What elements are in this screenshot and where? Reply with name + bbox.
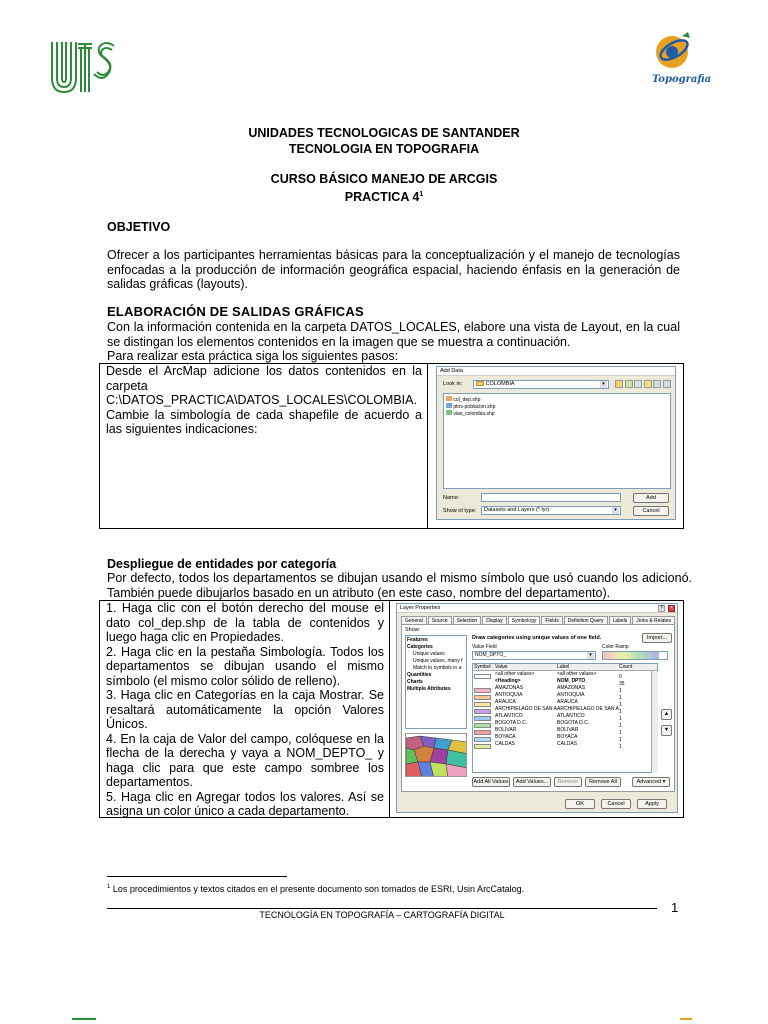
title-line2: TECNOLOGIA EN TOPOGRAFIA — [288, 142, 480, 156]
despliegue-heading: Despliegue de entidades por categoría — [107, 557, 337, 571]
name-input[interactable] — [481, 493, 621, 502]
show-tree[interactable] — [405, 635, 467, 729]
add-data-dialog — [436, 366, 676, 520]
steps-list — [106, 601, 384, 819]
step-3: 3. Haga clic en Categorías en la caja Mostrar. Se resaltará automáticamente la opción Valores Únicos. — [106, 688, 384, 731]
connect-icon[interactable] — [634, 380, 642, 388]
add-button[interactable]: Add — [633, 493, 669, 503]
tree-features[interactable]: Features — [407, 637, 428, 643]
name-label: Name: — [443, 495, 460, 501]
elaboracion-heading: ELABORACIÓN DE SALIDAS GRÁFICAS — [107, 304, 364, 319]
tab-fields[interactable]: Fields — [541, 616, 562, 624]
chevron-down-icon: ▾ — [587, 652, 594, 659]
details-view-icon[interactable] — [663, 380, 671, 388]
title-line4: PRACTICA $4^1$ — [344, 190, 424, 205]
step-5: 5. Haga clic en Agregar todos los valores. Así se asigna un color único a cada departamento. — [106, 789, 384, 818]
line-icon — [446, 410, 452, 415]
table-row[interactable]: ARAUCA ARAUCA 1 — [473, 699, 657, 706]
page-number: 1 — [671, 900, 679, 915]
close-icon[interactable]: × — [668, 605, 675, 612]
value-field-select[interactable]: NOM_DPTO_ ▾ — [472, 651, 596, 660]
title-line1: UNIDADES TECNOLOGICAS DE SANTANDER — [248, 126, 520, 140]
table-header: Symbol Value Label Count — [473, 664, 657, 671]
step-1: 1. Haga clic con el botón derecho del mouse el dato col_dep.shp de la tabla de contenidos y luego haga clic en Propiedades. — [106, 601, 384, 644]
step-2: 2. Haga clic en la pestaña Simbología. Todos los departamentos se dibujan usando el mismo símbolo (el mismo color sólido de relleno). — [106, 644, 384, 688]
symbol-swatch[interactable] — [474, 744, 491, 749]
remove-button[interactable]: Remove — [554, 777, 582, 787]
map-preview — [405, 733, 467, 777]
table-row[interactable]: BOGOTA D.C. BOGOTA D.C. 1 — [473, 720, 657, 727]
chevron-down-icon: ▾ — [600, 381, 607, 388]
point-icon — [446, 403, 452, 408]
topografia-logo-text: Topografia — [652, 74, 712, 85]
tab-source[interactable]: Source — [428, 616, 452, 624]
despliegue-intro: Por defecto, todos los departamentos se dibujan usando el mismo símbolo que usó cuando los adicionó. También puede dibujarlos basado en un atributo (en este caso, nombre del departamento). — [107, 571, 692, 600]
tab-symbology[interactable]: Symbology — [508, 616, 541, 624]
show-type-select[interactable]: Datasets and Layers (*.lyr) ▾ — [481, 506, 621, 515]
footnote-rule — [107, 876, 287, 877]
table-row[interactable]: ATLANTICO ATLANTICO 1 — [473, 713, 657, 720]
look-in-label: Look in: — [443, 381, 463, 387]
color-ramp-select[interactable] — [602, 651, 668, 660]
table-row[interactable]: ANTIOQUIA ANTIOQUIA 1 — [473, 692, 657, 699]
objetivo-heading: OBJETIVO — [107, 220, 171, 234]
tree-unique-values-many[interactable]: Unique values, many f — [413, 658, 463, 664]
home-icon[interactable] — [625, 380, 633, 388]
categories-table[interactable] — [472, 663, 658, 773]
table-row[interactable]: ARCHIPIELAGO DE SAN AARCHIPIELAGO DE SAN A1 — [473, 706, 657, 713]
tree-categories[interactable]: Categories — [407, 644, 433, 650]
footnote-ref: 1 — [419, 191, 424, 198]
file-item[interactable]: ptos-poblacion.shp — [446, 403, 668, 410]
ok-button[interactable]: OK — [565, 799, 595, 809]
show-label: Show: — [405, 627, 421, 633]
file-list[interactable] — [443, 393, 671, 489]
table-row[interactable]: BOLIVAR BOLIVAR 1 — [473, 727, 657, 734]
tab-general[interactable]: General — [401, 616, 427, 624]
move-down-button[interactable]: ▼ — [661, 725, 672, 736]
polygon-icon — [446, 396, 452, 401]
tab-labels[interactable]: Labels — [609, 616, 632, 624]
file-item[interactable]: vias_colombia.shp — [446, 410, 668, 417]
objetivo-text: Ofrecer a los participantes herramientas básicas para la conceptualización y el manejo de tecnologías enfocadas a la producción de información geográfica espacial, haciendo énfasis en la generación de salidas gráficas (layouts). — [107, 248, 680, 291]
elaboracion-intro: Con la información contenida en la carpeta DATOS_LOCALES, elabore una vista de Layout, en la cual se distingan los elementos contenidos en la imagen que se muestra a continuación. — [107, 320, 680, 349]
tree-match-symbols[interactable]: Match to symbols in a — [413, 665, 462, 671]
uts-logo — [48, 38, 118, 96]
look-in-select[interactable]: COLOMBIA ▾ — [473, 380, 609, 389]
up-folder-icon[interactable] — [615, 380, 623, 388]
cancel-button[interactable]: Cancel — [633, 506, 669, 516]
elaboracion-steps-intro: Para realizar esta práctica siga los siguientes pasos: — [107, 349, 399, 363]
list-view-icon[interactable] — [653, 380, 661, 388]
table-row[interactable]: <Heading> NOM_DPTO_ 35 — [495, 678, 625, 687]
add-values-button[interactable]: Add Values... — [513, 777, 551, 787]
tab-bar — [401, 616, 676, 624]
move-up-button[interactable]: ▲ — [661, 709, 672, 720]
import-button[interactable]: Import... — [642, 633, 672, 643]
chevron-down-icon: ▾ — [612, 507, 619, 514]
next-page-logo-fragment — [72, 1018, 96, 1024]
add-data-title: Add Data — [437, 367, 675, 376]
table-row[interactable]: BOYACA BOYACA 1 — [473, 734, 657, 741]
value-field-label: Value Field — [472, 644, 497, 650]
next-page-logo-fragment — [680, 1018, 692, 1024]
tab-display[interactable]: Display — [482, 616, 506, 624]
layer-properties-title: Layer Properties ? × — [397, 604, 677, 613]
toolbar-icons — [615, 380, 673, 389]
footnote: $^1$ Los procedimientos y textos citados en el presente documento son tomados de ESRI, Usin ArcCatalog. — [107, 884, 525, 894]
footer-rule — [107, 908, 657, 909]
step-4: 4. En la caja de Valor del campo, colóquese en la flecha de la derecha y vaya a NOM_DEPTO_ y haga clic para que este campo sombree los departamentos. — [106, 731, 384, 789]
tree-quantities[interactable]: Quantities — [407, 672, 432, 678]
add-all-values-button[interactable]: Add All Values — [473, 779, 509, 785]
show-type-label: Show of type: — [443, 508, 477, 514]
footer-text: TECNOLOGÍA EN TOPOGRAFÍA – CARTOGRAFÍA DIGITAL — [259, 910, 505, 920]
draw-categories-heading: Draw categories using unique values of one field. — [472, 635, 602, 641]
tree-unique-values[interactable]: Unique values — [413, 651, 445, 657]
table-row[interactable]: AMAZONAS AMAZONAS 1 — [473, 685, 657, 692]
apply-button[interactable]: Apply — [637, 799, 667, 809]
table-row[interactable]: <all other values> <all other values> 0 — [473, 671, 657, 678]
tab-selection[interactable]: Selection — [453, 616, 482, 624]
topografia-logo — [648, 30, 712, 90]
layer-properties-dialog — [396, 603, 678, 813]
help-icon[interactable]: ? — [658, 605, 665, 612]
tree-charts[interactable]: Charts — [407, 679, 423, 685]
advanced-button[interactable]: Advanced ▾ — [632, 777, 670, 787]
tree-multiple-attributes[interactable]: Multiple Attributes — [407, 686, 451, 692]
table-row[interactable]: CALDAS CALDAS 1 — [473, 741, 657, 748]
tab-joins[interactable]: Joins & Relates — [632, 616, 675, 624]
cancel-button[interactable]: Cancel — [601, 799, 631, 809]
title-line3: CURSO BÁSICO MANEJO DE ARCGIS — [270, 172, 498, 186]
table-scrollbar[interactable] — [651, 671, 658, 773]
remove-all-button[interactable]: Remove All — [585, 777, 621, 787]
tab-definition-query[interactable]: Definition Query — [564, 616, 608, 624]
color-ramp-label: Color Ramp — [602, 644, 629, 650]
instruction-cell-text: Desde el ArcMap adicione los datos contenidos en la carpeta C:\DATOS_PRACTICA\DATOS_LOCALES\COLOMBIA. Cambie la simbología de cada shapefile de acuerdo a las siguientes indicaciones: — [106, 364, 422, 436]
file-item[interactable]: col_dep.shp — [446, 396, 668, 403]
new-folder-icon[interactable] — [644, 380, 652, 388]
